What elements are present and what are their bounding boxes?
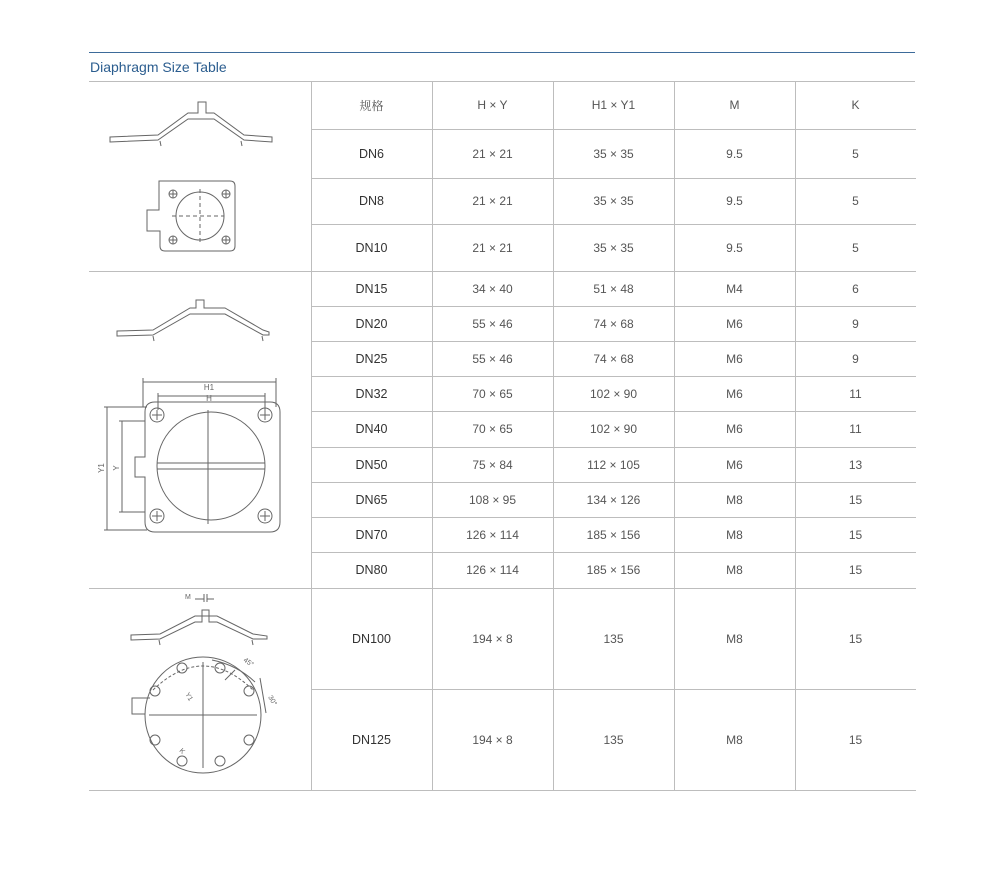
table-cell: 55 × 46 bbox=[472, 351, 513, 366]
label-y: Y bbox=[112, 465, 121, 471]
size-cell: DN100 bbox=[352, 631, 391, 646]
size-cell: DN20 bbox=[355, 316, 388, 331]
table-cell: 135 bbox=[603, 631, 624, 646]
table-cell: 15 bbox=[848, 563, 863, 577]
table-cell: 112 × 105 bbox=[587, 457, 640, 472]
table-cell: M8 bbox=[726, 563, 743, 577]
table-cell: M6 bbox=[726, 386, 743, 401]
table-cell: M6 bbox=[726, 351, 743, 366]
label-h: H bbox=[206, 394, 212, 403]
table-cell: M8 bbox=[726, 527, 743, 542]
table-cell: 51 × 48 bbox=[593, 281, 634, 296]
table-cell: M6 bbox=[726, 422, 743, 436]
column-header: 规格 bbox=[359, 98, 384, 113]
table-cell: 13 bbox=[848, 457, 863, 472]
table-cell: 5 bbox=[852, 194, 859, 208]
page-title: Diaphragm Size Table bbox=[90, 59, 227, 75]
table-cell: 21 × 21 bbox=[472, 240, 513, 255]
table-cell: 74 × 68 bbox=[593, 316, 634, 331]
table-cell: 6 bbox=[852, 281, 859, 296]
table-cell: 185 × 156 bbox=[586, 527, 641, 542]
size-cell: DN8 bbox=[358, 194, 384, 208]
table-cell: 9.5 bbox=[726, 194, 743, 208]
table-cell: 15 bbox=[848, 631, 863, 646]
label-h1: H1 bbox=[203, 383, 215, 392]
size-cell: DN40 bbox=[355, 422, 388, 436]
size-cell: DN32 bbox=[355, 386, 388, 401]
profile-round bbox=[131, 610, 267, 640]
table-cell: 5 bbox=[852, 146, 859, 161]
table-cell: 34 × 40 bbox=[472, 281, 513, 296]
table-cell: 15 bbox=[848, 732, 863, 747]
label-m: M bbox=[185, 594, 191, 601]
column-header: H1 × Y1 bbox=[591, 98, 636, 112]
table-cell: 194 × 8 bbox=[472, 631, 513, 646]
table-cell: 15 bbox=[848, 527, 863, 542]
table-cell: 21 × 21 bbox=[472, 146, 513, 161]
table-cell: 70 × 65 bbox=[472, 422, 513, 436]
profile-large bbox=[117, 300, 269, 336]
table-cell: 9.5 bbox=[726, 240, 743, 255]
size-cell: DN15 bbox=[355, 281, 388, 296]
label-k: K bbox=[177, 747, 186, 756]
label-y1: Y1 bbox=[97, 463, 106, 473]
table-cell: 5 bbox=[852, 240, 859, 255]
table-cell: 35 × 35 bbox=[593, 240, 634, 255]
table-cell: 108 × 95 bbox=[468, 492, 517, 507]
column-header: M bbox=[729, 98, 740, 112]
table-cell: 75 × 84 bbox=[472, 457, 513, 472]
table-cell: 134 × 126 bbox=[586, 492, 641, 507]
diagram-round bbox=[125, 590, 295, 785]
table-cell: 126 × 114 bbox=[466, 563, 519, 577]
table-cell: 55 × 46 bbox=[472, 316, 513, 331]
diagram-small-square bbox=[100, 95, 290, 265]
table-cell: 102 × 90 bbox=[589, 422, 638, 436]
table-cell: 70 × 65 bbox=[472, 386, 513, 401]
column-header: K bbox=[851, 98, 860, 112]
table-cell: 102 × 90 bbox=[589, 386, 638, 401]
size-cell: DN6 bbox=[358, 146, 384, 161]
size-cell: DN80 bbox=[355, 563, 388, 577]
table-cell: 15 bbox=[848, 492, 863, 507]
table-cell: 9 bbox=[852, 316, 859, 331]
table-cell: 126 × 114 bbox=[466, 527, 519, 542]
size-cell: DN125 bbox=[352, 732, 391, 747]
table-cell: 11 bbox=[849, 386, 862, 401]
size-cell: DN50 bbox=[355, 457, 388, 472]
label-angle-30: 30° bbox=[266, 694, 278, 708]
label-y1-round: Y1 bbox=[183, 691, 194, 703]
size-cell: DN70 bbox=[355, 527, 388, 542]
table-cell: M6 bbox=[726, 316, 743, 331]
table-cell: 135 bbox=[603, 732, 624, 747]
table-cell: M8 bbox=[726, 732, 743, 747]
table-cell: 74 × 68 bbox=[593, 351, 634, 366]
profile-small bbox=[110, 102, 272, 142]
table-cell: M4 bbox=[726, 281, 743, 296]
table-cell: 9.5 bbox=[726, 146, 743, 161]
label-angle-45: 45° bbox=[241, 656, 255, 669]
size-cell: DN65 bbox=[355, 492, 388, 507]
table-cell: 21 × 21 bbox=[472, 194, 513, 208]
table-cell: 185 × 156 bbox=[586, 563, 641, 577]
size-cell: DN25 bbox=[355, 351, 388, 366]
diagram-large-square bbox=[95, 292, 295, 542]
top-rule bbox=[89, 52, 915, 53]
table-cell: 194 × 8 bbox=[472, 732, 513, 747]
column-header: H × Y bbox=[477, 98, 508, 112]
size-cell: DN10 bbox=[355, 240, 388, 255]
group-rule bbox=[89, 790, 916, 791]
table-cell: M8 bbox=[726, 631, 743, 646]
table-cell: M6 bbox=[726, 457, 743, 472]
table-cell: 35 × 35 bbox=[593, 194, 634, 208]
table-cell: 9 bbox=[852, 351, 859, 366]
table-cell: 35 × 35 bbox=[593, 146, 634, 161]
table-cell: M8 bbox=[726, 492, 743, 507]
table-cell: 11 bbox=[849, 422, 862, 436]
